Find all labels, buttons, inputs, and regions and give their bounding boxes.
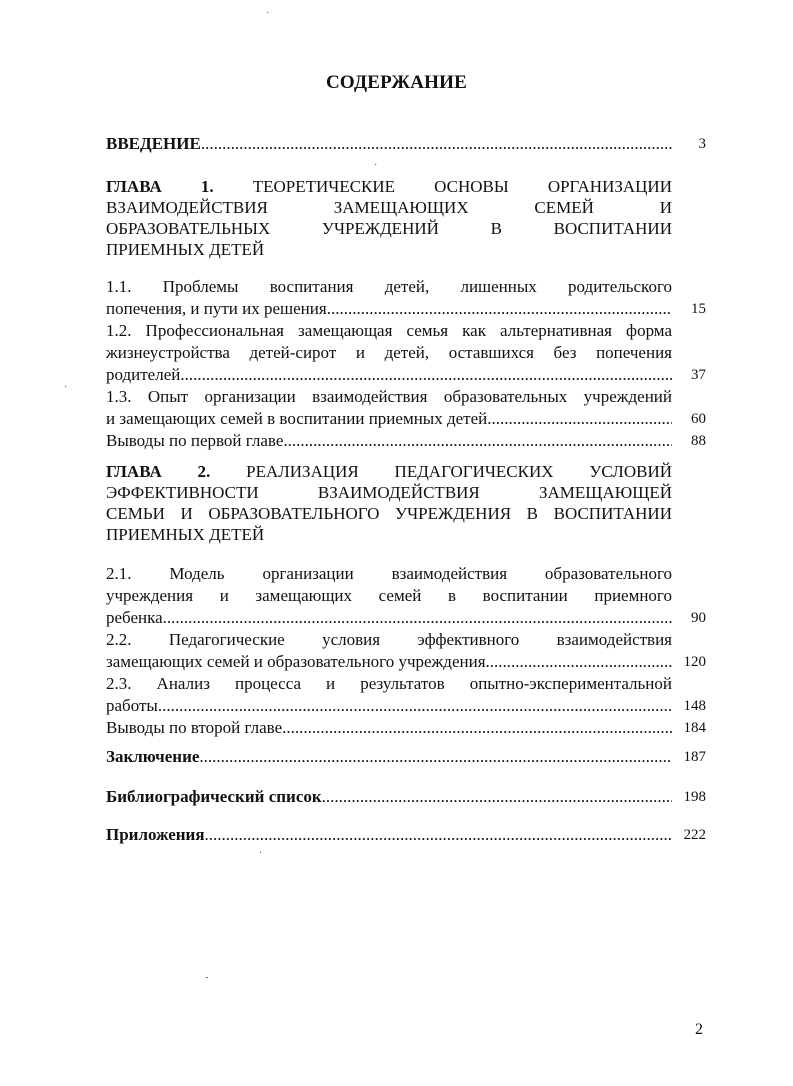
chapter1-line: ВЗАИМОДЕЙСТВИЯ ЗАМЕЩАЮЩИХ СЕМЕЙ И [106,198,672,217]
page-title: СОДЕРЖАНИЕ [326,72,467,93]
bibliography-label: Библиографический список [106,787,322,806]
chapter2-heading[interactable] [106,461,672,545]
toc-section-1-3[interactable] [106,386,706,430]
toc-section-2-2[interactable] [106,629,706,673]
toc-section-2-1[interactable] [106,563,706,629]
section-line: жизнеустройства детей-сирот и детей, оставшихся без попечения [106,343,672,362]
section-page: 148 [683,698,706,714]
toc-chapter2-conclusions[interactable] [106,717,706,739]
section-line: 1.1. Проблемы воспитания детей, лишенных родительского [106,277,672,296]
chapter2-line: ЭФФЕКТИВНОСТИ ВЗАИМОДЕЙСТВИЯ ЗАМЕЩАЮЩЕЙ [106,483,672,502]
section-line: родителей [106,365,181,384]
toc-appendix[interactable] [106,824,706,846]
intro-page: 3 [698,136,706,152]
scan-speck: - [205,972,209,983]
chapter1-line: ПРИЕМНЫХ ДЕТЕЙ [106,240,265,259]
bibliography-page: 198 [683,789,706,805]
section-line: учреждения и замещающих семей в воспитании приемного [106,586,672,605]
section-line: Выводы по второй главе [106,718,283,737]
section-page: 88 [691,433,706,449]
toc-section-1-2[interactable] [106,320,706,386]
section-line: работы [106,696,158,715]
toc-intro[interactable] [106,133,706,155]
section-line: 1.2. Профессиональная замещающая семья как альтернативная форма [106,321,672,340]
scan-speck: · [374,160,378,171]
chapter2-number: ГЛАВА 2. [106,462,211,481]
section-line: 2.3. Анализ процесса и результатов опытно-экспериментальной [106,674,672,693]
toc-section-2-3[interactable] [106,673,706,717]
toc-conclusion[interactable] [106,746,706,768]
section-page: 15 [691,301,706,317]
appendix-page: 222 [683,827,706,843]
chapter2-line: ПРИЕМНЫХ ДЕТЕЙ [106,525,265,544]
scan-speck: · [259,848,263,859]
section-page: 37 [691,367,706,383]
scan-speck: · [64,382,68,393]
chapter2-line: РЕАЛИЗАЦИЯ ПЕДАГОГИЧЕСКИХ УСЛОВИЙ [246,462,672,481]
section-line: 2.1. Модель организации взаимодействия образовательного [106,564,672,583]
conclusion-label: Заключение [106,747,200,766]
page-number: 2 [695,1021,703,1038]
section-page: 60 [691,411,706,427]
toc-bibliography[interactable] [106,786,706,808]
section-page: 184 [683,720,706,736]
section-line: и замещающих семей в воспитании приемных детей [106,409,488,428]
toc-chapter1-conclusions[interactable] [106,430,706,452]
section-line: 2.2. Педагогические условия эффективного взаимодействия [106,630,672,649]
section-page: 90 [691,610,706,626]
chapter1-line: ТЕОРЕТИЧЕСКИЕ ОСНОВЫ ОРГАНИЗАЦИИ [252,177,672,196]
chapter2-sections [106,563,706,739]
conclusion-page: 187 [683,749,706,765]
intro-label: ВВЕДЕНИЕ [106,134,201,153]
scan-speck: · [266,8,270,19]
section-line: 1.3. Опыт организации взаимодействия образовательных учреждений [106,387,672,406]
toc-section-1-1[interactable] [106,276,706,320]
chapter1-heading[interactable] [106,176,672,260]
section-line: ребенка [106,608,163,627]
section-line: попечения, и пути их решения [106,299,327,318]
appendix-label: Приложения [106,825,205,844]
section-page: 120 [683,654,706,670]
chapter2-line: СЕМЬИ И ОБРАЗОВАТЕЛЬНОГО УЧРЕЖДЕНИЯ В ВОСПИТАНИИ [106,504,672,523]
chapter1-line: ОБРАЗОВАТЕЛЬНЫХ УЧРЕЖДЕНИЙ В ВОСПИТАНИИ [106,219,672,238]
section-line: Выводы по первой главе [106,431,284,450]
section-line: замещающих семей и образовательного учреждения [106,652,486,671]
chapter1-number: ГЛАВА 1. [106,177,214,196]
chapter1-sections [106,276,706,452]
